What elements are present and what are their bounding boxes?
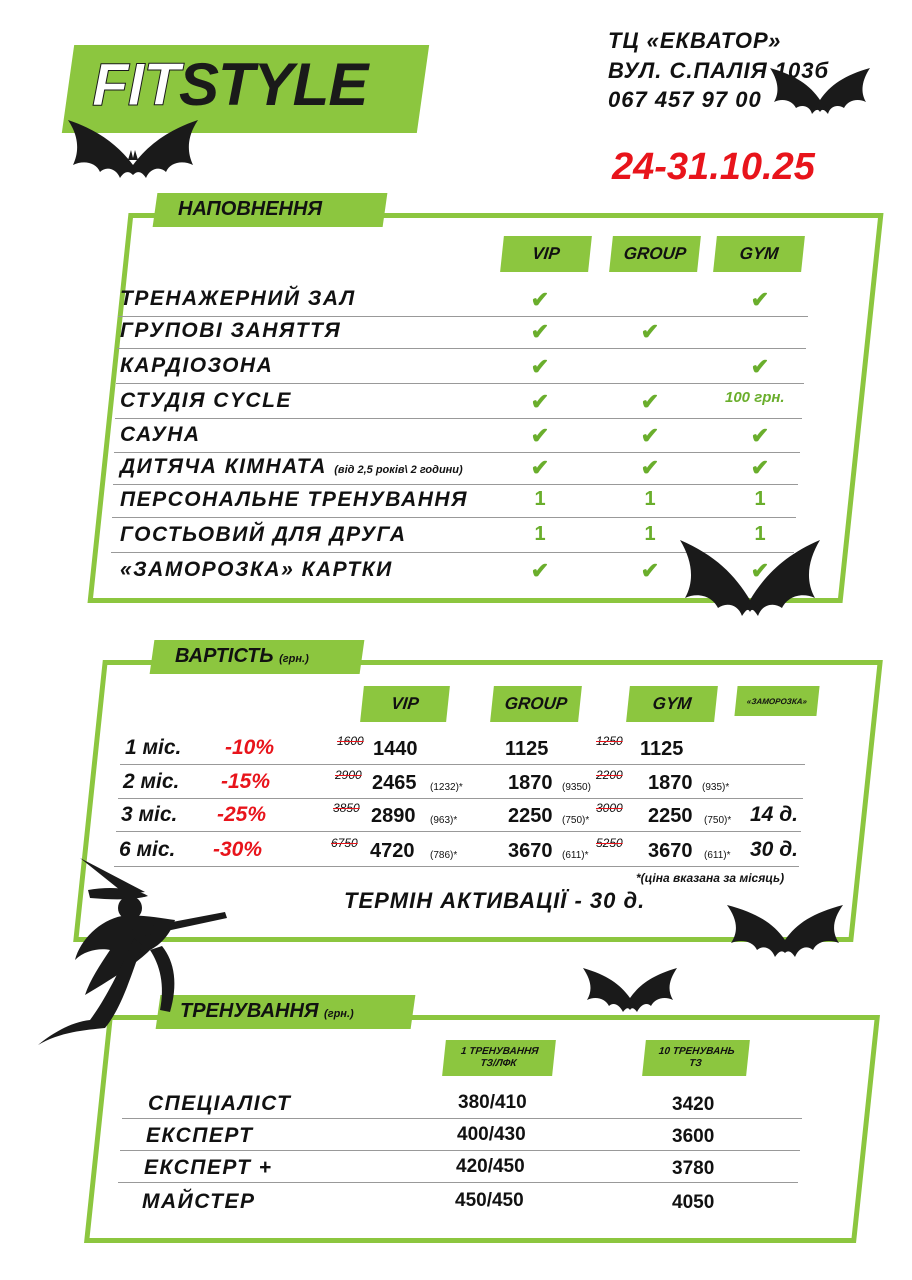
fill-price: 100 грн. — [725, 389, 785, 406]
trainer-level: ЕКСПЕРТ + — [144, 1156, 273, 1179]
fill-row-name: СТУДІЯ CYCLE — [120, 389, 292, 412]
group-per-month: (611)* — [562, 850, 589, 861]
month-label: 3 міс. — [121, 803, 178, 826]
ten-session-price: 3420 — [672, 1094, 715, 1115]
gym-per-month: (611)* — [704, 850, 731, 861]
check-icon: ✔ — [640, 455, 660, 480]
bat-icon — [38, 110, 228, 220]
vip-price: 2465 — [372, 772, 417, 794]
training-title: ТРЕНУВАННЯ (грн.) — [180, 1000, 354, 1022]
vip-price: 1440 — [373, 738, 418, 760]
gym-price: 1125 — [640, 738, 684, 760]
fill-row-label — [120, 455, 463, 479]
check-icon: ✔ — [640, 558, 660, 583]
row-divider — [120, 1150, 800, 1151]
group-price: 1125 — [505, 738, 549, 760]
row-divider — [118, 1182, 798, 1183]
group-price: 1870 — [508, 772, 553, 794]
vip-old-price: 3850 — [333, 801, 360, 815]
cost-column-group: GROUP — [490, 686, 582, 722]
check-icon: ✔ — [640, 389, 660, 414]
fill-title: НАПОВНЕННЯ — [178, 198, 323, 220]
vip-price: 2890 — [371, 805, 416, 827]
training-column-ten — [642, 1040, 750, 1076]
bat-icon — [715, 895, 855, 985]
gym-old-price: 3000 — [596, 801, 623, 815]
month-label: 1 міс. — [125, 736, 182, 759]
fill-count: 1 — [754, 488, 766, 510]
freeze-period: 14 д. — [750, 803, 799, 826]
check-icon: ✔ — [530, 558, 550, 583]
check-icon: ✔ — [530, 455, 550, 480]
gym-price: 1870 — [648, 772, 693, 794]
check-icon: ✔ — [640, 319, 660, 344]
logo: FITSTYLE — [92, 51, 368, 118]
row-divider — [122, 1118, 802, 1119]
training-column-single-line1: 1 ТРЕНУВАННЯ — [460, 1046, 540, 1057]
vip-per-month: (963)* — [430, 815, 458, 826]
check-icon: ✔ — [530, 354, 550, 379]
cost-column-freeze: «ЗАМОРОЗКА» — [734, 686, 819, 716]
fill-row-name: САУНА — [120, 423, 201, 446]
check-icon: ✔ — [750, 558, 770, 583]
fill-row-label — [120, 423, 201, 447]
freeze-period: 30 д. — [750, 838, 799, 861]
month-label: 2 міс. — [123, 770, 180, 793]
row-divider — [113, 484, 798, 485]
group-per-month: (750)* — [562, 815, 590, 826]
check-icon: ✔ — [530, 319, 550, 344]
fill-row-label — [120, 558, 393, 582]
training-column-ten-line1: 10 ТРЕНУВАНЬ — [658, 1046, 736, 1057]
vip-per-month: (1232)* — [430, 782, 463, 793]
vip-price: 4720 — [370, 840, 415, 862]
gym-price: 2250 — [648, 805, 693, 827]
bat-icon — [660, 530, 840, 660]
month-label: 6 міс. — [119, 838, 176, 861]
fill-row-name: «ЗАМОРОЗКА» КАРТКИ — [120, 558, 393, 581]
row-divider — [118, 798, 803, 799]
column-gym: GYM — [713, 236, 805, 272]
trainer-level: ЕКСПЕРТ — [146, 1124, 254, 1147]
address-line-1: ТЦ «ЕКВАТОР» — [608, 28, 782, 53]
row-divider — [116, 383, 804, 384]
fill-row-name: ДИТЯЧА КІМНАТА — [120, 455, 327, 478]
fill-count: 1 — [534, 523, 546, 545]
activation-term: ТЕРМІН АКТИВАЦІЇ - 30 д. — [344, 888, 646, 913]
check-icon: ✔ — [640, 423, 660, 448]
group-per-month: (9350) — [562, 782, 591, 793]
ten-session-price: 3780 — [672, 1158, 715, 1179]
discount-badge: -25% — [217, 803, 267, 826]
vip-per-month: (786)* — [430, 850, 458, 861]
fill-row-label — [120, 488, 468, 512]
fill-row-label — [120, 389, 292, 413]
column-vip: VIP — [500, 236, 592, 272]
fill-count: 1 — [534, 488, 546, 510]
check-icon: ✔ — [750, 423, 770, 448]
gym-per-month: (750)* — [704, 815, 732, 826]
check-icon: ✔ — [530, 423, 550, 448]
discount-badge: -30% — [213, 838, 263, 861]
fill-row-label — [120, 287, 356, 311]
row-divider — [114, 452, 800, 453]
cost-column-gym: GYM — [626, 686, 718, 722]
training-column-single-line2: ТЗ/ЛФК — [479, 1058, 517, 1069]
ten-session-price: 3600 — [672, 1126, 715, 1147]
check-icon: ✔ — [750, 455, 770, 480]
single-session-price: 400/430 — [457, 1124, 526, 1145]
fill-row-name: ГРУПОВІ ЗАНЯТТЯ — [120, 319, 342, 342]
single-session-price: 380/410 — [458, 1092, 527, 1113]
ten-session-price: 4050 — [672, 1192, 715, 1213]
gym-old-price: 1250 — [596, 734, 623, 748]
bat-icon — [760, 60, 880, 140]
vip-old-price: 1600 — [337, 734, 364, 748]
training-column-ten-line2: ТЗ — [688, 1058, 703, 1069]
vip-old-price: 2900 — [335, 768, 362, 782]
cost-column-vip: VIP — [360, 686, 450, 722]
row-divider — [117, 348, 806, 349]
fill-row-name: КАРДІОЗОНА — [120, 354, 274, 377]
fill-count: 1 — [754, 523, 766, 545]
gym-old-price: 2200 — [596, 768, 623, 782]
fill-row-label — [120, 319, 341, 343]
check-icon: ✔ — [530, 389, 550, 414]
column-group: GROUP — [609, 236, 701, 272]
cost-title: ВАРТІСТЬ (грн.) — [175, 645, 309, 667]
check-icon: ✔ — [750, 287, 770, 312]
check-icon: ✔ — [750, 354, 770, 379]
row-divider — [120, 764, 805, 765]
fill-row-note: (від 2,5 років\ 2 години) — [334, 464, 463, 476]
gym-per-month: (935)* — [702, 782, 730, 793]
discount-badge: -15% — [221, 770, 271, 793]
fill-row-label — [120, 354, 273, 378]
fill-row-name: ГОСТЬОВИЙ ДЛЯ ДРУГА — [120, 523, 407, 546]
group-price: 3670 — [508, 840, 553, 862]
gym-price: 3670 — [648, 840, 693, 862]
vip-old-price: 6750 — [331, 836, 358, 850]
group-price: 2250 — [508, 805, 553, 827]
fill-row-name: ТРЕНАЖЕРНИЙ ЗАЛ — [120, 287, 356, 310]
cost-footnote: *(ціна вказана за місяць) — [636, 871, 785, 885]
single-session-price: 450/450 — [455, 1190, 524, 1211]
address-line-2: ВУЛ. С.ПАЛІЯ 103б — [608, 58, 830, 83]
row-divider — [116, 831, 801, 832]
witch-icon — [30, 850, 240, 1050]
row-divider — [115, 418, 802, 419]
phone-number: 067 457 97 00 — [608, 87, 762, 112]
fill-row-name: ПЕРСОНАЛЬНЕ ТРЕНУВАННЯ — [120, 488, 468, 511]
single-session-price: 420/450 — [456, 1156, 525, 1177]
row-divider — [118, 316, 808, 317]
discount-badge: -10% — [225, 736, 275, 759]
row-divider — [112, 517, 796, 518]
fill-count: 1 — [644, 488, 656, 510]
check-icon: ✔ — [530, 287, 550, 312]
bat-icon — [575, 960, 685, 1035]
trainer-level: СПЕЦІАЛІСТ — [148, 1092, 292, 1115]
fill-count: 1 — [644, 523, 656, 545]
fill-row-label — [120, 523, 407, 547]
trainer-level: МАЙСТЕР — [142, 1190, 256, 1213]
promo-dates: 24-31.10.25 — [612, 146, 815, 188]
training-column-single — [442, 1040, 556, 1076]
gym-old-price: 5250 — [596, 836, 623, 850]
